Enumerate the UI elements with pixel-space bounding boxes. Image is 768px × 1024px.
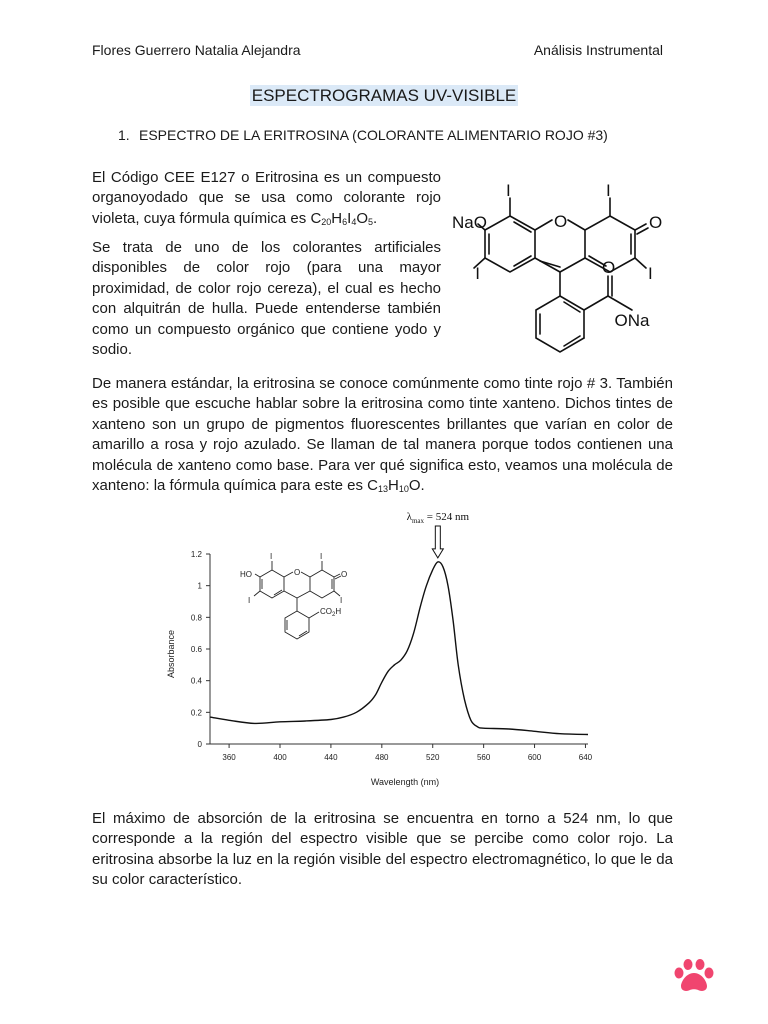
iodine-label: I [475,264,480,283]
x-axis-label: Wavelength (nm) [370,777,440,787]
y-tick-label: 0 [197,740,202,749]
x-tick-label: 480 [375,753,389,762]
inset-co2h-label: $CO_2H$ [320,607,342,618]
x-tick-label: 520 [426,753,440,762]
carbonyl-oxygen-label: O [649,213,663,232]
paragraph-absorption-max: El máximo de absorción de la eritrosina se encuentra en torno a 524 nm, lo que corresponde a la región del espectro visible que se percibe como color rojo. La eritrosina absorbe la luz en la región visible del espectro electromagnético, lo que le da su color característico. [92,810,673,889]
y-tick-label: 0.4 [190,676,202,686]
paw-print-icon [672,958,716,994]
section-heading [118,127,608,143]
inset-oxygen-label: O [294,568,301,577]
x-tick-label: 400 [273,753,287,762]
y-tick-label: 0.6 [190,645,202,654]
paragraph-xanthene: De manera estándar, la eritrosina se conoce comúnmente como tinte rojo # 3. También es posible que escuche hablar sobre la eritrosina como tinte xanteno. Dichos tintes de xanteno son un grupo de pigmentos fluorescentes brillantes que varían en color de amarillo a rosa y rojo azulado. Se llaman de tal manera porque todos contienen una molécula de xanteno como base. Para ver qué significa esto, veamos una molécula de xanteno: la fórmula química para este es $C_{13}H_{10}O$. [92,375,673,495]
carboxyl-oxygen-label: O [602,258,616,277]
page-title: ESPECTROGRAMAS UV-VISIBLE [251,86,517,105]
absorbance-curve [210,562,588,735]
header-course: Análisis Instrumental [533,42,663,58]
inset-iodine-label: I [248,596,251,605]
section-number: 1. [118,127,130,143]
iodine-label: I [648,264,653,283]
inset-iodine-label: I [340,596,343,605]
paragraph-intro: El Código CEE E127 o Eritrosina es un compuesto organoyodado que se usa como colorante rojo violeta, cuya fórmula química es $C_{20}H_6I_4O_5$. [92,169,441,227]
x-tick-label: 600 [527,753,542,762]
formula-xanthene: $C_{13}H_{10}O$ [367,477,421,495]
y-tick-label: 1 [197,581,202,591]
iodine-label: I [606,181,611,200]
y-tick-label: 0.8 [190,613,202,623]
inset-iodine-label: I [320,552,323,561]
x-tick-label: 640 [578,753,593,762]
y-tick-label: 1.2 [190,550,202,559]
formula-erythrosine: $C_{20}H_6I_4O_5$ [310,209,374,227]
x-tick-label: 360 [222,753,236,762]
inset-ho-label: HO [240,570,252,579]
svg-text:λmax = 524 nm: $\lambda_{max} = 524$ nm [406,511,470,525]
uv-vis-spectrum-chart [158,500,598,795]
inset-iodine-label: I [270,552,273,561]
inset-structure-diagram [240,552,347,639]
y-axis-label: Absorbance [166,629,176,679]
section-title: ESPECTRO DE LA ERITROSINA (COLORANTE ALIMENTARIO ROJO #3) [139,127,608,143]
ona-label: ONa [614,311,650,330]
paragraph-origin: Se trata de uno de los colorantes artificiales disponibles de color rojo (para una mayor proximidad, de color rojo cereza), el cual es hecho con alquitrán de hulla. Puede entenderse también como un compuesto orgánico que contiene yodo y sodio. [92,239,441,359]
nao-label: NaO [452,213,487,232]
lambda-max-annotation [407,511,470,558]
y-tick-label: 0.2 [190,708,202,718]
inset-carbonyl-oxygen-label: O [341,570,348,579]
erythrosine-structure-diagram [452,176,692,361]
header-author: Flores Guerrero Natalia Alejandra [92,42,301,58]
ring-oxygen-label: O [554,212,568,231]
iodine-label: I [506,181,511,200]
x-tick-label: 440 [324,753,338,762]
x-tick-label: 560 [476,753,491,762]
